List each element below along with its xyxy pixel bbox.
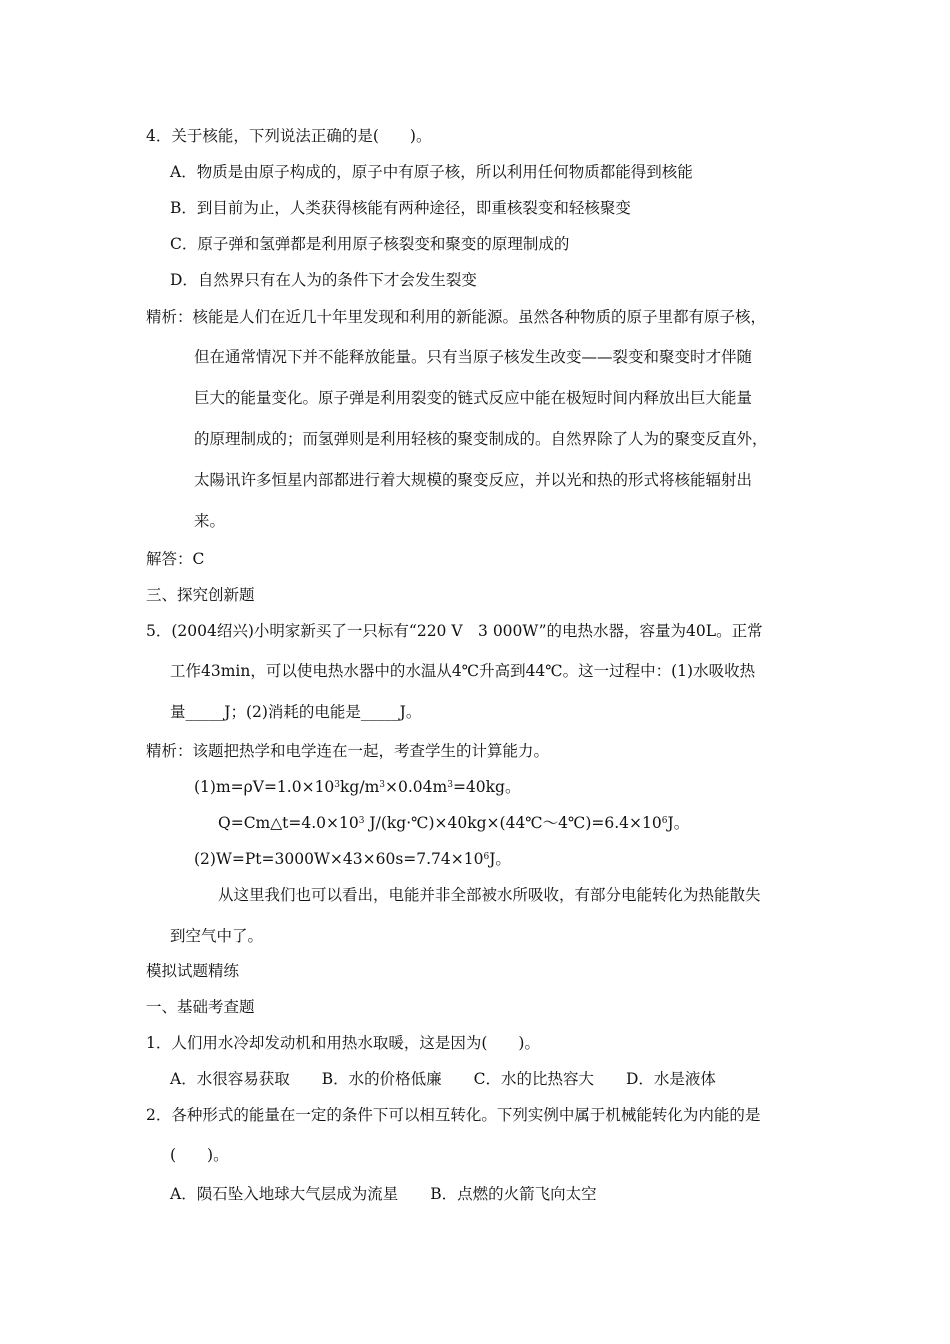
question-4-analysis-line: 来。 (194, 512, 226, 530)
question-4-analysis-line: 但在通常情况下并不能释放能量。只有当原子核发生改变——裂变和聚变时才伴随 (194, 348, 753, 366)
question-2-stem-continued: ( )。 (170, 1146, 229, 1164)
question-1-options (170, 1068, 716, 1090)
question-2-stem: 2．各种形式的能量在一定的条件下可以相互转化。下列实例中属于机械能转化为内能的是 (146, 1106, 761, 1124)
question-4-answer: 解答：C (146, 550, 205, 568)
question-4-option-d: D．自然界只有在人为的条件下才会发生裂变 (170, 271, 477, 289)
question-5-calc-heat: $Q=Cm\triangle t=4.0\times 10^3$ $J/(kg\cdot℃)\times 40kg\times(44℃\sim 4℃)=6.4\times 10^6J$。 (218, 814, 690, 832)
question-2-options (170, 1183, 597, 1205)
question-2-option-b: B．点燃的火箭飞向太空 (430, 1185, 597, 1203)
question-4-option-c: C．原子弹和氢弹都是利用原子核裂变和聚变的原理制成的 (170, 235, 570, 253)
question-4-analysis-line: 精析：核能是人们在近几十年里发现和利用的新能源。虽然各种物质的原子里都有原子核， (146, 308, 767, 326)
question-4-analysis-line: 太陽讯许多恒星内部都进行着大规模的聚变反应，并以光和热的形式将核能辐射出 (194, 471, 753, 489)
question-4-option-b: B．到目前为止，人类获得核能有两种途径，即重核裂变和轻核聚变 (170, 199, 631, 217)
question-5-stem-line: 量_____J；(2)消耗的电能是_____J。 (170, 703, 422, 721)
question-5-conclusion-line: 从这里我们也可以看出，电能并非全部被水所吸收，有部分电能转化为热能散失 (218, 886, 761, 904)
section-1-heading: 一、基础考查题 (146, 998, 255, 1016)
question-1-option-b: B．水的价格低廉 (321, 1070, 442, 1088)
question-5-calc-energy: $(2)W=Pt=3000W\times 43\times 60s=7.74\times 10^6J$。 (194, 850, 511, 868)
question-5-analysis-intro: 精析：该题把热学和电学连在一起，考查学生的计算能力。 (146, 742, 550, 760)
question-4-stem: 4．关于核能，下列说法正确的是( )。 (146, 127, 432, 145)
practice-title: 模拟试题精练 (146, 962, 240, 980)
question-4-analysis-line: 巨大的能量变化。原子弹是利用裂变的链式反应中能在极短时间内释放出巨大能量 (194, 389, 753, 407)
question-5-conclusion-line: 到空气中了。 (170, 927, 264, 945)
question-1-option-d: D．水是液体 (625, 1070, 716, 1088)
question-4-analysis-line: 的原理制成的；而氢弹则是利用轻核的聚变制成的。自然界除了人为的聚变反直外， (194, 430, 768, 448)
question-1-option-a: A．水很容易获取 (170, 1070, 290, 1088)
question-1-stem: 1．人们用水冷却发动机和用热水取暖，这是因为( )。 (146, 1034, 540, 1052)
question-4-option-a: A．物质是由原子构成的，原子中有原子核，所以利用任何物质都能得到核能 (170, 163, 693, 181)
question-2-option-a: A．陨石坠入地球大气层成为流星 (170, 1185, 399, 1203)
section-3-heading: 三、探究创新题 (146, 586, 255, 604)
question-5-stem-line: 5．(2004绍兴)小明家新买了一只标有“220 V 3 000W”的电热水器，容量为40L。正常 (146, 622, 763, 640)
question-5-stem-line: 工作43min，可以使电热水器中的水温从4℃升高到44℃。这一过程中：(1)水吸收热 (170, 662, 756, 680)
question-5-calc-mass: $(1)m=\rho V=1.0\times 10^3kg/m^3\times 0.04m^3=40kg$。 (194, 778, 521, 796)
question-1-option-c: C．水的比热容大 (473, 1070, 594, 1088)
